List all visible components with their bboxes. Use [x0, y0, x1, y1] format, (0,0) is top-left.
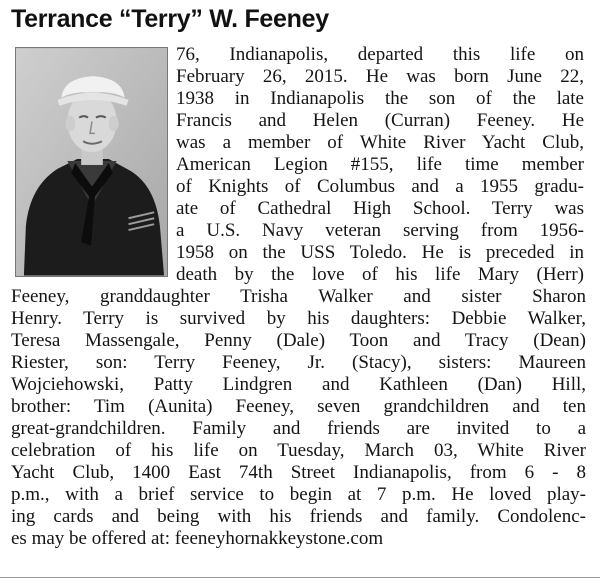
- body-line: Riester, son: Terry Feeney, Jr. (Stacy), sisters: Maureen: [11, 352, 586, 373]
- body-line: 76, Indianapolis, departed this life on: [176, 44, 584, 65]
- body-line: p.m., with a brief service to begin at 7 p.m. He loved play-: [11, 484, 586, 505]
- body-line: death by the love of his life Mary (Herr): [176, 264, 584, 285]
- body-line-last: es may be offered at: feeneyhornakkeystone.com: [11, 528, 384, 549]
- body-line: Teresa Massengale, Penny (Dale) Toon and Tracy (Dean): [11, 330, 586, 351]
- portrait-sailor-icon: [16, 48, 167, 276]
- body-line: great-grandchildren. Family and friends are invited to a: [11, 418, 586, 439]
- body-line: February 26, 2015. He was born June 22,: [176, 66, 584, 87]
- body-line: was a member of White River Yacht Club,: [176, 132, 584, 153]
- body-line: brother: Tim (Aunita) Feeney, seven grandchildren and ten: [11, 396, 586, 417]
- body-line: American Legion #155, life time member: [176, 154, 584, 175]
- body-line: celebration of his life on Tuesday, March 03, White River: [11, 440, 586, 461]
- body-line: Yacht Club, 1400 East 74th Street Indianapolis, from 6 - 8: [11, 462, 586, 483]
- body-line: Wojciehowski, Patty Lindgren and Kathleen (Dan) Hill,: [11, 374, 586, 395]
- body-line: 1958 on the USS Toledo. He is preceded in: [176, 242, 584, 263]
- body-line: 1938 in Indianapolis the son of the late: [176, 88, 584, 109]
- bottom-divider: [0, 577, 600, 578]
- body-line: of Knights of Columbus and a 1955 gradu-: [176, 176, 584, 197]
- body-line: Feeney, granddaughter Trisha Walker and sister Sharon: [11, 286, 586, 307]
- portrait-photo: [15, 47, 168, 277]
- body-line: Henry. Terry is survived by his daughters: Debbie Walker,: [11, 308, 586, 329]
- body-line: a U.S. Navy veteran serving from 1956-: [176, 220, 584, 241]
- body-line: ing cards and being with his friends and family. Condolenc-: [11, 506, 586, 527]
- obituary-headline: Terrance “Terry” W. Feeney: [11, 5, 329, 33]
- body-line: Francis and Helen (Curran) Feeney. He: [176, 110, 584, 131]
- body-line: ate of Cathedral High School. Terry was: [176, 198, 584, 219]
